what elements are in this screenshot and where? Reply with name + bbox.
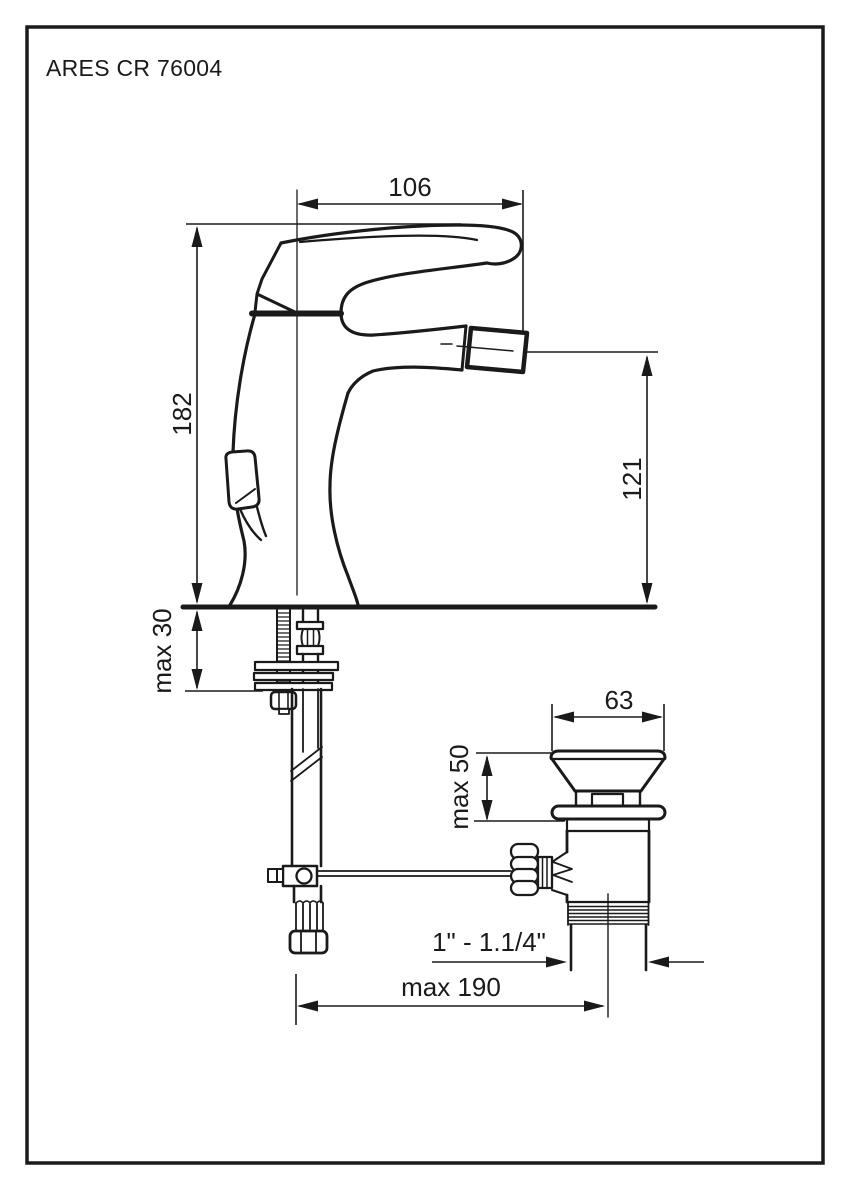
pipe-fitting-detail [308, 629, 314, 646]
ribbed-coupling [296, 903, 323, 930]
popup-lever-knob [226, 451, 259, 509]
arrowhead-top [482, 755, 493, 776]
dimension-overall-height [167, 224, 461, 604]
cartridge-cap-outline [255, 243, 297, 313]
arrowhead-bottom [642, 583, 653, 604]
mounting-nut-tail [279, 709, 289, 714]
arrowhead-right [502, 199, 523, 210]
body-right-edge [330, 393, 358, 605]
page-title: ARES CR 76004 [46, 55, 223, 81]
faucet-drawing [183, 190, 665, 1017]
washer-plate-2 [254, 673, 333, 680]
junction-left-collar [277, 869, 283, 882]
dimension-label: max 50 [444, 744, 474, 830]
dimension-label: 63 [604, 685, 634, 715]
popup-waste-assembly [511, 751, 665, 1017]
dimension-label: 182 [167, 392, 197, 436]
junction-pivot [297, 869, 312, 884]
pipe-fitting-waist [302, 629, 320, 646]
plug-cone [552, 759, 664, 791]
dimension-mounting-thickness [147, 608, 263, 693]
tube-lower-section [294, 886, 321, 902]
arrowhead-bottom [192, 669, 203, 690]
gland-ferrule [538, 857, 552, 888]
flange-underband [567, 819, 649, 831]
arrowhead-bottom [482, 800, 493, 821]
dimension-waste-thread [432, 927, 704, 968]
dimension-spout-reach [297, 172, 523, 331]
plug-top-plate [551, 751, 665, 758]
washer-plate-1 [255, 662, 338, 670]
arrowhead-left-pointing [648, 957, 669, 968]
dimension-label: max 190 [401, 972, 501, 1002]
junction-left-fitting [268, 869, 277, 882]
dimension-layer [147, 172, 704, 1025]
waste-body-walls [567, 831, 649, 902]
arrowhead-right [584, 1001, 605, 1012]
arrowhead-left [297, 199, 318, 210]
arrowhead-left [553, 712, 574, 723]
arrowhead-top [192, 610, 203, 631]
waste-flange [552, 806, 665, 819]
plug-lift-housing [592, 794, 623, 806]
spout-bottom-curve [348, 367, 462, 393]
hose-end-nut [290, 931, 327, 953]
dimension-label: 121 [617, 457, 647, 501]
dimension-spout-height [525, 352, 658, 604]
dimension-label: 106 [388, 172, 432, 202]
pipe-fitting-collar-bottom [297, 646, 323, 654]
arrowhead-right [642, 712, 663, 723]
dimension-label: 1" - 1.1/4" [432, 927, 546, 957]
dimension-plug-travel [444, 744, 565, 829]
arrowhead-top [642, 355, 653, 376]
tube-break-marks [291, 747, 322, 781]
dimension-label: max 30 [147, 608, 177, 694]
dimension-rod-reach [296, 972, 605, 1025]
knurl-segment-4 [511, 881, 538, 895]
pipe-fitting-collar-top [297, 622, 323, 629]
popup-rod-inner [303, 689, 318, 752]
arrowhead-left [297, 1001, 318, 1012]
dimension-plug-diameter [552, 685, 664, 751]
horizontal-rod [317, 871, 511, 876]
arrowhead-bottom [192, 583, 203, 604]
gland-chevrons [553, 862, 572, 882]
handle-outer-curve [281, 225, 521, 264]
handle-inner-curve [341, 263, 487, 335]
arrowhead-right-pointing [546, 957, 567, 968]
arrowhead-top [192, 226, 203, 247]
